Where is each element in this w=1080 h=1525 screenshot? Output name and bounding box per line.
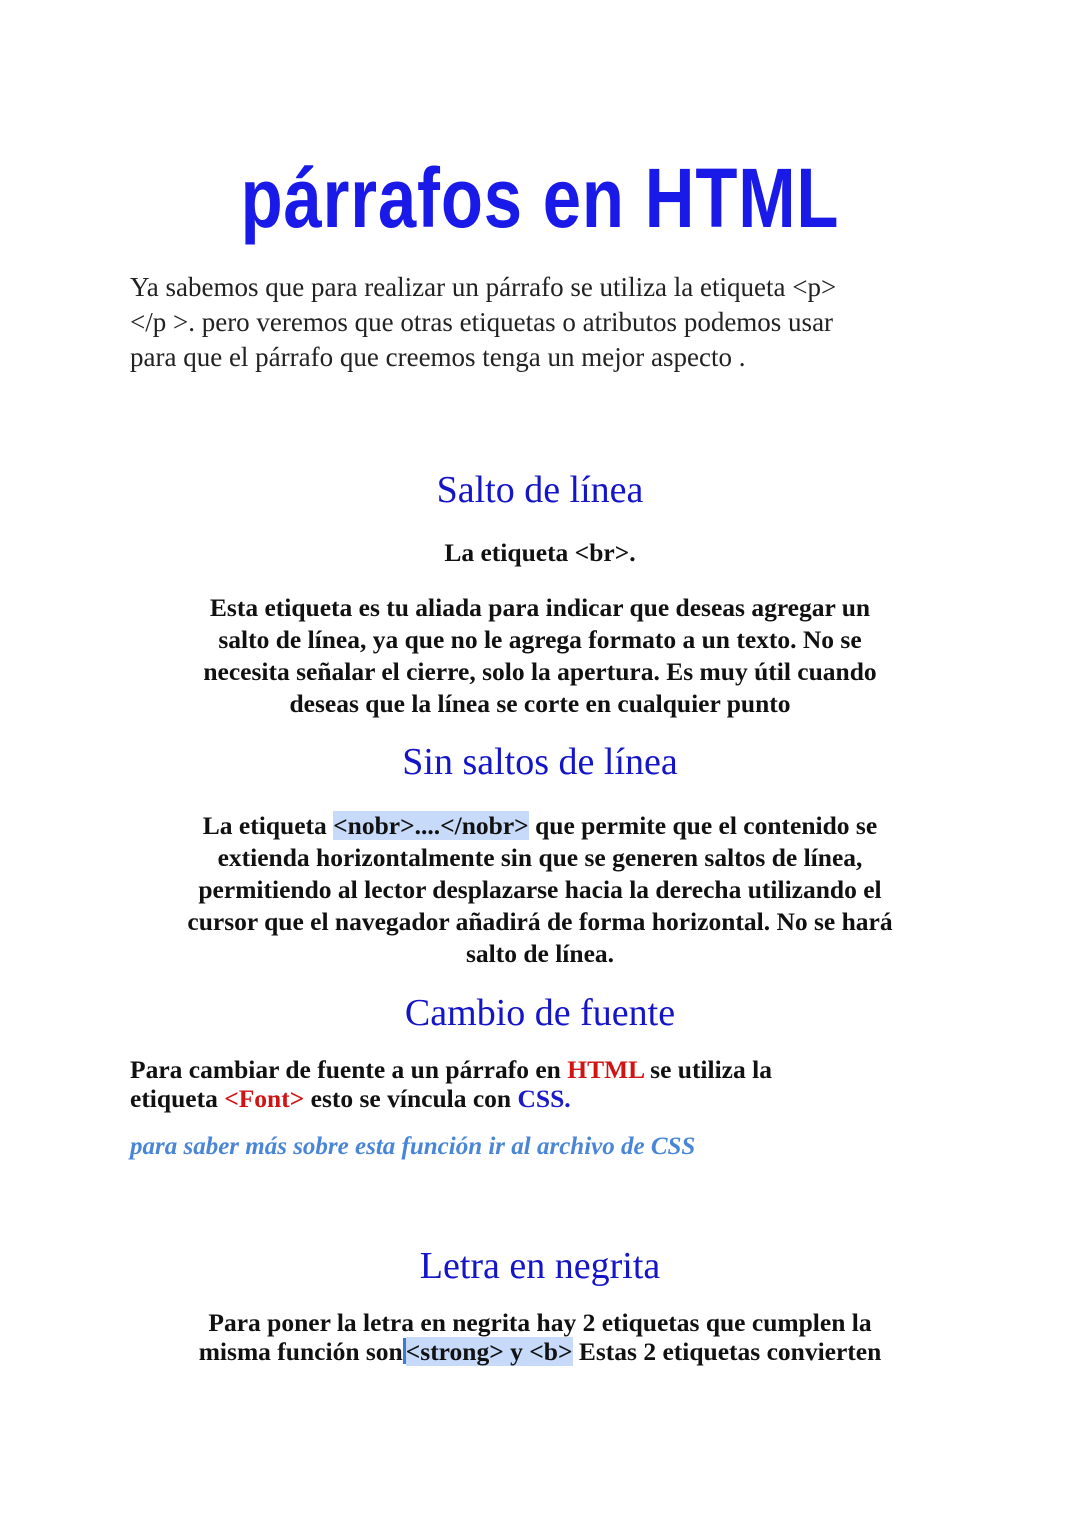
negrita-line	[0, 1337, 1080, 1366]
intro-line: </p >. pero veremos que otras etiquetas o atributos podemos usar	[130, 307, 834, 337]
heading-letra-en-negrita: Letra en negrita	[419, 1245, 661, 1287]
intro-paragraph	[130, 270, 836, 375]
intro-line: para que el párrafo que creemos tenga un mejor aspecto .	[130, 342, 746, 372]
fuente-paragraph	[130, 1055, 950, 1113]
intro-line: Ya sabemos que para realizar un párrafo se utiliza la etiqueta <p>	[130, 272, 837, 302]
text: Para cambiar de fuente a un párrafo en	[130, 1055, 568, 1084]
highlighted-tag: <strong> y <b>	[405, 1337, 573, 1366]
salto-line: salto de línea, ya que no le agrega formato a un texto. No se	[218, 625, 862, 654]
text: etiqueta	[130, 1084, 225, 1113]
heading-sin-saltos: Sin saltos de línea	[402, 741, 678, 783]
sin-saltos-line: extienda horizontalmente sin que se generen saltos de línea,	[217, 843, 863, 872]
salto-line: Esta etiqueta es tu aliada para indicar que deseas agregar un	[209, 593, 871, 622]
heading-cambio-de-fuente: Cambio de fuente	[404, 992, 676, 1034]
salto-line: necesita señalar el cierre, solo la apertura. Es muy útil cuando	[203, 657, 877, 686]
fuente-line	[130, 1084, 950, 1113]
sin-saltos-line: salto de línea.	[465, 939, 615, 968]
sin-saltos-paragraph	[0, 810, 1080, 970]
salto-subheading: La etiqueta <br>.	[444, 538, 636, 567]
negrita-line: Para poner la letra en negrita hay 2 etiquetas que cumplen la	[208, 1308, 872, 1337]
font-tag: <Font>	[224, 1084, 305, 1113]
highlighted-tag: <nobr>....</nobr>	[333, 811, 529, 840]
html-keyword: HTML	[567, 1055, 644, 1084]
salto-line: deseas que la línea se corte en cualquier punto	[289, 689, 791, 718]
text: misma función son	[198, 1337, 403, 1366]
css-file-link[interactable]: para saber más sobre esta función ir al archivo de CSS	[130, 1133, 696, 1160]
negrita-paragraph	[0, 1308, 1080, 1366]
sin-saltos-line: permitiendo al lector desplazarse hacia la derecha utilizando el	[198, 875, 882, 904]
text: se utiliza la	[643, 1055, 772, 1084]
css-keyword: CSS.	[517, 1084, 571, 1113]
text: esto se víncula con	[304, 1084, 518, 1113]
salto-paragraph	[0, 592, 1080, 720]
text: Estas 2 etiquetas convierten	[572, 1337, 882, 1366]
text: La etiqueta	[202, 811, 334, 840]
sin-saltos-line: cursor que el navegador añadirá de forma horizontal. No se hará	[187, 907, 893, 936]
sin-saltos-line	[0, 810, 1080, 842]
heading-salto-de-linea: Salto de línea	[436, 469, 644, 511]
text: que permite que el contenido se	[528, 811, 878, 840]
page-title: párrafos en HTML	[240, 151, 840, 245]
fuente-line	[130, 1055, 950, 1084]
